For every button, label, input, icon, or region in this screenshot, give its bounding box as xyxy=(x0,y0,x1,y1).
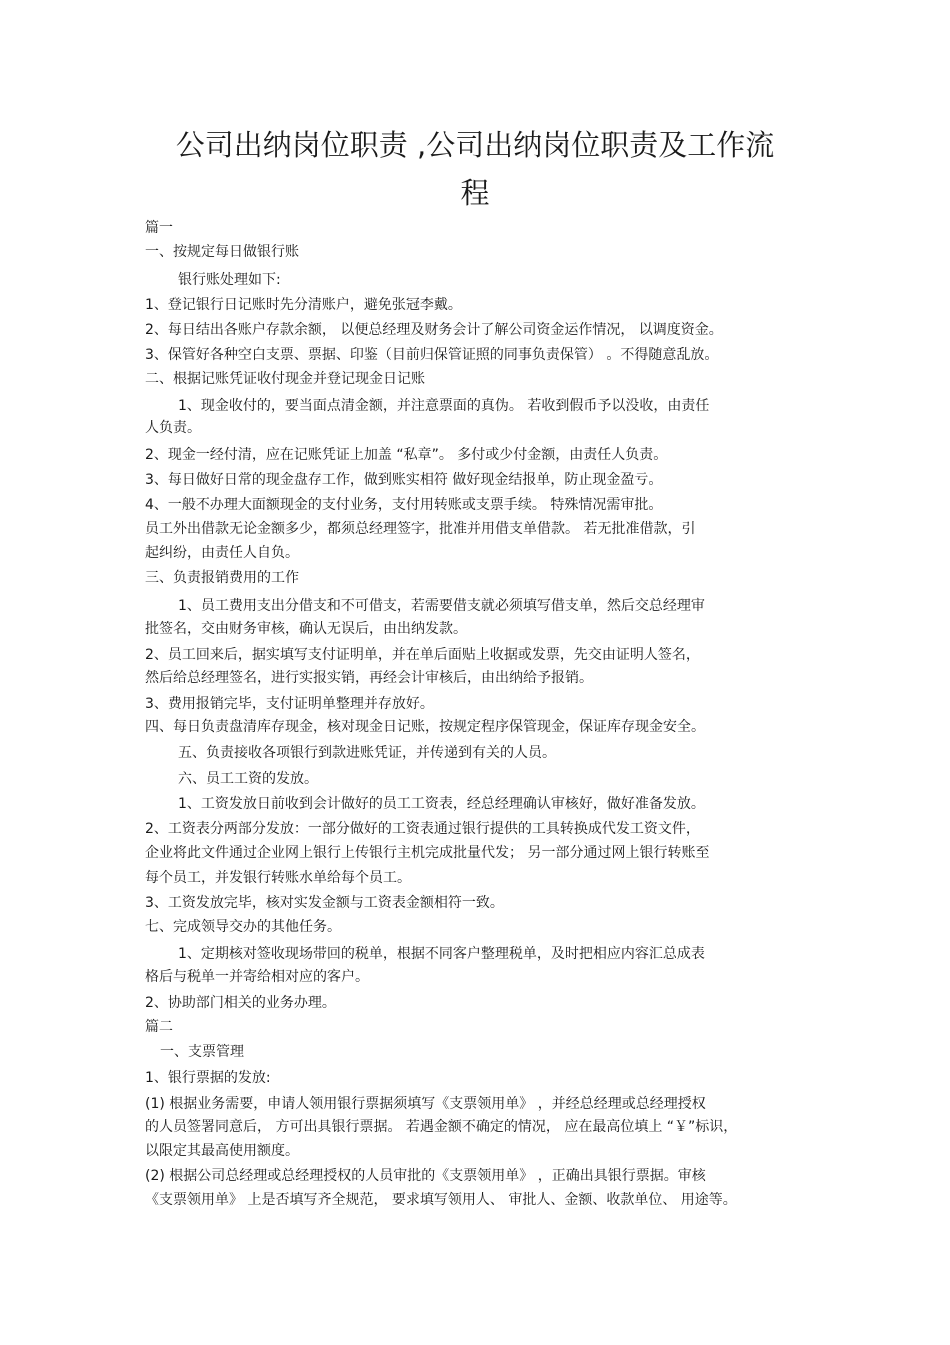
list-item: 1、定期核对签收现场带回的税单，根据不同客户整理税单，及时把相应内容汇总成表 xyxy=(178,946,705,962)
paragraph-line: 起纠纷，由责任人自负。 xyxy=(145,545,299,561)
list-item: 1、现金收付的，要当面点清金额，并注意票面的真伪。 若收到假币予以没收，由责任 xyxy=(178,398,710,414)
list-item: 1、员工费用支出分借支和不可借支，若需要借支就必须填写借支单，然后交总经理审 xyxy=(178,598,705,614)
heading-payroll: 六、员工工资的发放。 xyxy=(178,771,318,787)
heading-cash: 二、根据记账凭证收付现金并登记现金日记账 xyxy=(145,371,425,387)
list-item: 1、工资发放日前收到会计做好的员工工资表，经总经理确认审核好，做好准备发放。 xyxy=(178,796,705,812)
list-item: 1、银行票据的发放: xyxy=(145,1070,271,1086)
paragraph-line: 以限定其最高使用额度。 xyxy=(145,1143,299,1159)
document-title-line-2: 程 xyxy=(460,176,490,210)
paragraph-line: 批签名，交由财务审核，确认无误后，由出纳发款。 xyxy=(145,621,467,637)
heading-cash-inventory: 四、每日负责盘清库存现金，核对现金日记账，按规定程序保管现金，保证库存现金安全。 xyxy=(145,719,705,735)
list-item: 4、一般不办理大面额现金的支付业务，支付用转账或支票手续。 特殊情况需审批。 xyxy=(145,497,663,513)
list-item: 1、登记银行日记账时先分清账户，避免张冠李戴。 xyxy=(145,297,462,313)
paragraph-line: 《支票领用单》 上是否填写齐全规范， 要求填写领用人、 审批人、金额、收款单位、 用途等。 xyxy=(145,1192,737,1208)
paragraph-line: 人负责。 xyxy=(145,420,201,436)
list-item: 2、协助部门相关的业务办理。 xyxy=(145,995,336,1011)
list-item: (2) 根据公司总经理或总经理授权的人员审批的《支票领用单》 ，正确出具银行票据。审核 xyxy=(145,1168,706,1184)
paragraph-line: 的人员签署同意后， 方可出具银行票据。 若遇金额不确定的情况， 应在最高位填上 “￥”标识， xyxy=(145,1119,738,1135)
paragraph-line: 然后给总经理签名，进行实报实销，再经会计审核后，由出纳给予报销。 xyxy=(145,670,593,686)
paragraph-line: 每个员工，并发银行转账水单给每个员工。 xyxy=(145,870,411,886)
paragraph-line: 格后与税单一并寄给相对应的客户。 xyxy=(145,969,369,985)
list-item: (1) 根据业务需要，申请人领用银行票据须填写《支票领用单》 ，并经总经理或总经理授权 xyxy=(145,1096,706,1112)
list-item: 3、工资发放完毕，核对实发金额与工资表金额相符一致。 xyxy=(145,895,504,911)
list-item: 3、保管好各种空白支票、票据、印鉴（目前归保管证照的同事负责保管） 。不得随意乱放。 xyxy=(145,347,719,363)
document-title-line-1: 公司出纳岗位职责 ,公司出纳岗位职责及工作流 xyxy=(175,128,775,162)
heading-other-tasks: 七、完成领导交办的其他任务。 xyxy=(145,919,341,935)
section-heading-part-1: 篇一 xyxy=(145,220,173,236)
list-item: 2、每日结出各账户存款余额， 以便总经理及财务会计了解公司资金运作情况， 以调度资金。 xyxy=(145,322,723,338)
list-item: 2、员工回来后，据实填写支付证明单，并在单后面贴上收据或发票，先交由证明人签名， xyxy=(145,647,700,663)
paragraph-line: 企业将此文件通过企业网上银行上传银行主机完成批量代发； 另一部分通过网上银行转账至 xyxy=(145,845,710,861)
heading-bank-accounts: 一、按规定每日做银行账 xyxy=(145,244,299,260)
section-heading-part-2: 篇二 xyxy=(145,1019,173,1035)
list-item: 3、每日做好日常的现金盘存工作，做到账实相符 做好现金结报单，防止现金盈亏。 xyxy=(145,472,663,488)
paragraph-line: 银行账处理如下: xyxy=(178,272,281,288)
heading-bank-receipts: 五、负责接收各项银行到款进账凭证，并传递到有关的人员。 xyxy=(178,745,556,761)
heading-expenses: 三、负责报销费用的工作 xyxy=(145,570,299,586)
heading-cheque-management: 一、支票管理 xyxy=(160,1044,244,1060)
list-item: 2、工资表分两部分发放：一部分做好的工资表通过银行提供的工具转换成代发工资文件， xyxy=(145,821,700,837)
list-item: 2、现金一经付清，应在记账凭证上加盖 “私章”。 多付或少付金额，由责任人负责。 xyxy=(145,447,668,463)
list-item: 3、费用报销完毕，支付证明单整理并存放好。 xyxy=(145,696,434,712)
paragraph-line: 员工外出借款无论金额多少，都须总经理签字，批准并用借支单借款。 若无批准借款，引 xyxy=(145,521,696,537)
